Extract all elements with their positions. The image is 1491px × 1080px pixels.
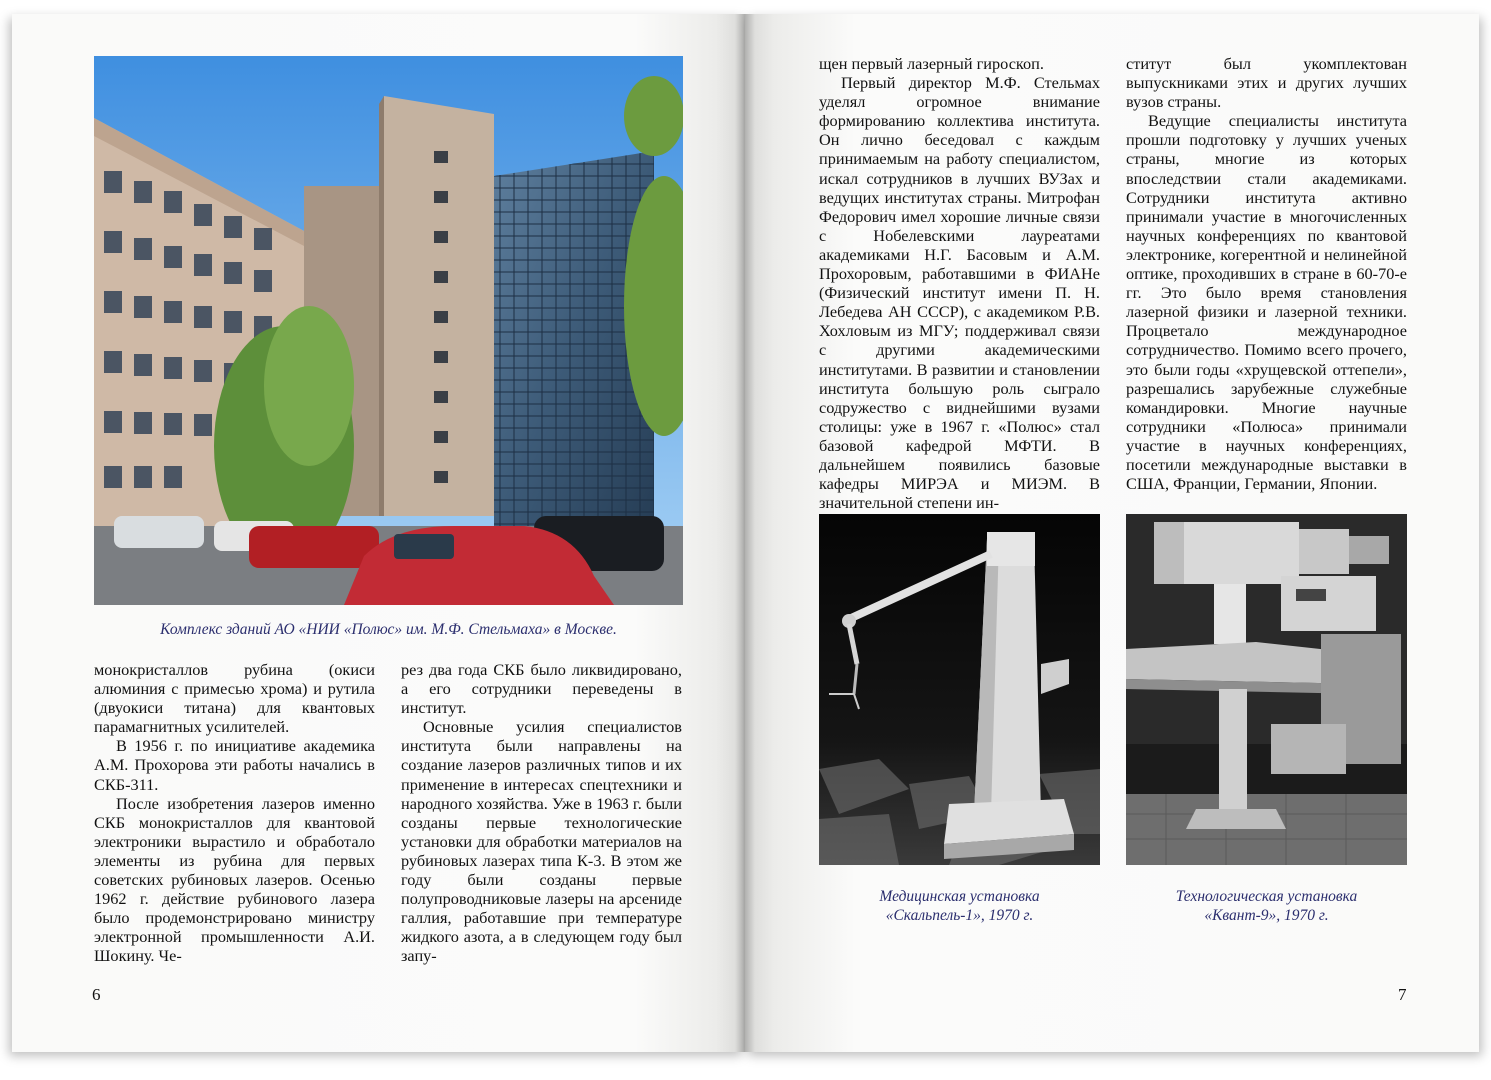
building-photo	[94, 56, 683, 605]
left-column-1	[94, 660, 375, 966]
paragraph: В 1956 г. по инициативе академика А.М. Прохорова эти работы начались в СКБ-311.	[94, 736, 375, 794]
left-column-2	[401, 660, 682, 966]
right-column-1	[819, 54, 1100, 512]
photo-caption: Комплекс зданий АО «НИИ «Полюс» им. М.Ф. Стельмаха» в Москве.	[160, 621, 617, 638]
caption-line: Технологическая установка	[1175, 888, 1358, 905]
caption-line: «Скальпель-1», 1970 г.	[885, 907, 1034, 924]
paragraph: рез два года СКБ было ликвидировано, а его сотрудники переведены в институт.	[401, 660, 682, 718]
paragraph: Первый директор М.Ф. Стельмах уделял огромное внимание формированию коллектива института. Он лично беседовал с каждым принимаемым на работу специалистом, искал сотрудников в лучших ВУЗах и ведущих институтах страны. Митрофан Федорович имел хорошие личные связи с Нобелевскими лауреатами академиками Н.Г. Басовым и А.М. Прохоровым, работавшими в ФИАНе (Физический институт имени П. Н. Лебедева АН СССР), с академиком Р.В. Хохловым из МГУ; поддерживал связи с другими академическими институтами. В развитии и становлении института большую роль сыграло содружество с виднейшими вузами столицы: уже в 1967 г. «Полюс» стал базовой кафедрой МФТИ. В дальнейшем появились базовые кафедры МИРЭА и МИЭМ. В значительной степени ин-	[819, 73, 1100, 513]
book-gutter	[735, 14, 755, 1052]
medical-device-photo	[819, 514, 1100, 865]
medical-device-caption	[819, 887, 1100, 925]
paragraph: монокристаллов рубина (окиси алюминия с примесью хрома) и рутила (двуокиси титана) для квантовых парамагнитных усилителей.	[94, 660, 375, 737]
technological-device-caption	[1126, 887, 1407, 925]
page-number: 7	[1398, 985, 1407, 1004]
right-column-2	[1126, 54, 1407, 493]
caption-line: «Квант-9», 1970 г.	[1204, 907, 1329, 924]
caption-line: Медицинская установка	[879, 888, 1040, 905]
technological-device-photo	[1126, 514, 1407, 865]
paragraph: После изобретения лазеров именно СКБ монокристаллов для квантовой электроники вырастило и обработало элементы из рубина для первых советских рубиновых лазеров. Осенью 1962 г. действие рубинового лазера было продемонстрировано министру электронной промышленности А.И. Шокину. Че-	[94, 793, 375, 966]
paragraph: Основные усилия специалистов института были направлены на создание лазеров различных типов и их применение в интересах спецтехники и народного хозяйства. Уже в 1963 г. были созданы первые технологические установки для обработки материалов на рубиновых лазерах типа К-3. В этом же году были созданы первые полупроводниковые лазеры на арсениде галлия, работавшие при температуре жидкого азота, а в следующем году был запу-	[401, 717, 682, 966]
page-number: 6	[92, 985, 101, 1004]
paragraph: щен первый лазерный гироскоп.	[819, 54, 1044, 73]
paragraph: ститут был укомплектован выпускниками этих и других лучших вузов страны.	[1126, 54, 1407, 112]
paragraph: Ведущие специалисты института прошли подготовку у лучших ученых страны, многие из которых впоследствии стали академиками. Сотрудники института активно принимали участие в многочисленных научных конференциях по квантовой электронике, когерентной и нелинейной оптике, проходивших в стране в 60-70-е гг. Это было время становления лазерной физики и лазерной техники. Процветало международное сотрудничество. Помимо всего прочего, это были годы «хрущевской оттепели», разрешались зарубежные служебные командировки. Многие научные сотрудники «Полюса» принимали участие в научных конференциях, посетили международные выставки в США, Франции, Германии, Японии.	[1126, 111, 1407, 494]
